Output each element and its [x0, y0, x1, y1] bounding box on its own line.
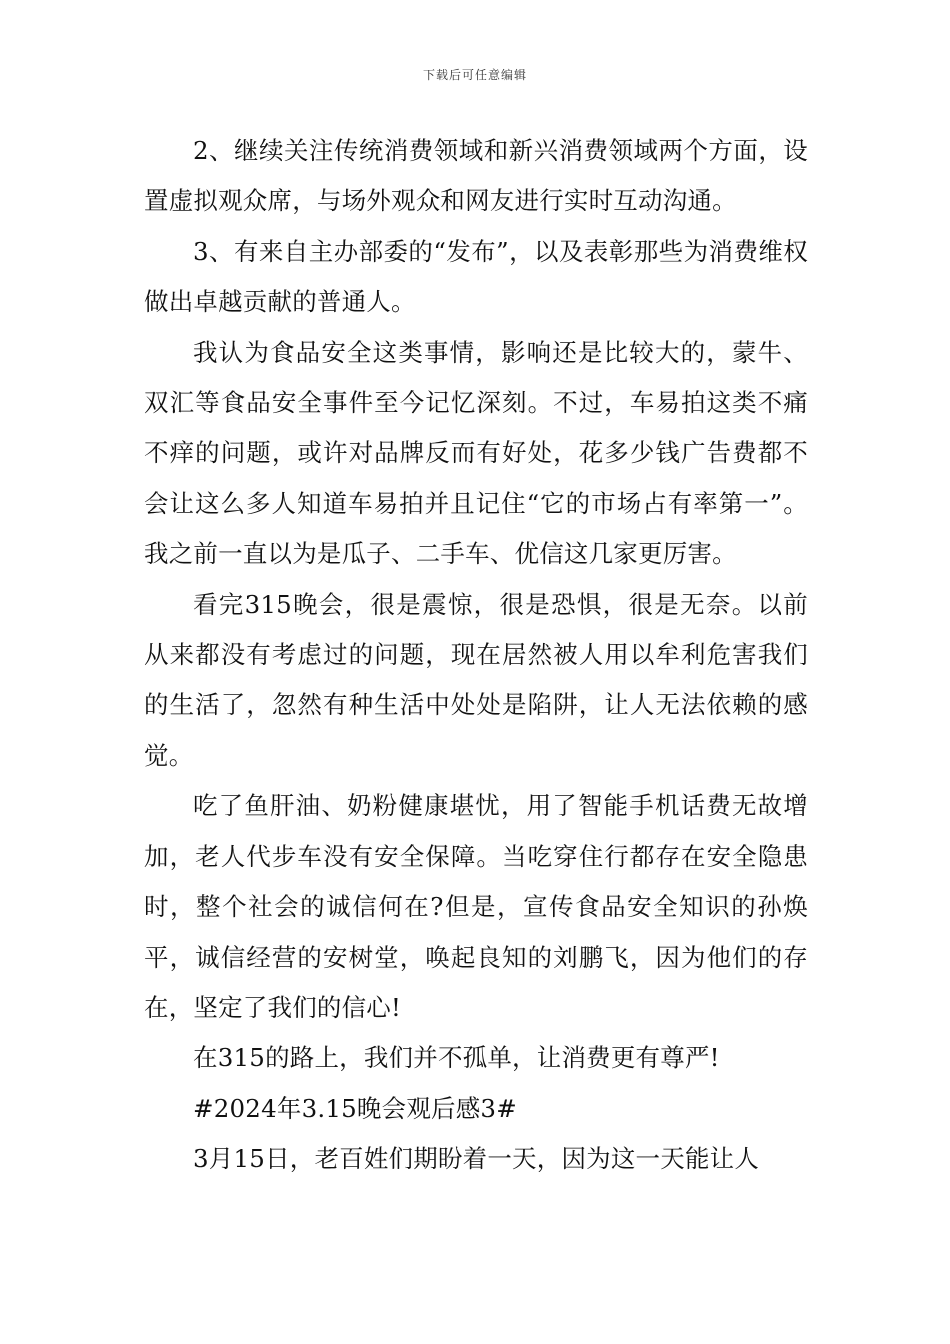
paragraph-item-2: 2、继续关注传统消费领域和新兴消费领域两个方面，设置虚拟观众席，与场外观众和网友进行实时互动沟通。	[144, 136, 808, 216]
paragraph-item-3: 3、有来自主办部委的“发布”，以及表彰那些为消费维权做出卓越贡献的普通人。	[144, 236, 808, 317]
paragraph-not-alone: 在315的路上，我们并不孤单，让消费更有尊严!	[193, 1043, 720, 1073]
paragraph-food-safety: 我认为食品安全这类事情，影响还是比较大的，蒙牛、双汇等食品安全事件至今记忆深刻。不过，车易拍这类不痛不痒的问题，或许对品牌反而有好处，花多少钱广告费都不会让这么多人知道车易拍并且记住“它的市场占有率第一”。我之前一直以为是瓜子、二手车、优信这几家更厉害。	[144, 337, 808, 569]
section-heading: #2024年3.15晚会观后感3#	[193, 1093, 517, 1123]
document-body	[144, 126, 808, 1185]
paragraph-march-15: 3月15日，老百姓们期盼着一天，因为这一天能让人	[193, 1144, 760, 1174]
page-header-note: 下载后可任意编辑	[422, 68, 527, 82]
paragraph-health-concerns: 吃了鱼肝油、奶粉健康堪忧，用了智能手机话费无故增加，老人代步车没有安全保障。当吃穿住行都存在安全隐患时，整个社会的诚信何在?但是，宣传食品安全知识的孙焕平，诚信经营的安树堂，唤起良知的刘鹏飞，因为他们的存在，坚定了我们的信心!	[144, 791, 808, 1022]
paragraph-after-watching: 看完315晚会，很是震惊，很是恐惧，很是无奈。以前从来都没有考虑过的问题，现在居然被人用以牟利危害我们的生活了，忽然有种生活中处处是陷阱，让人无法依赖的感觉。	[144, 589, 808, 770]
